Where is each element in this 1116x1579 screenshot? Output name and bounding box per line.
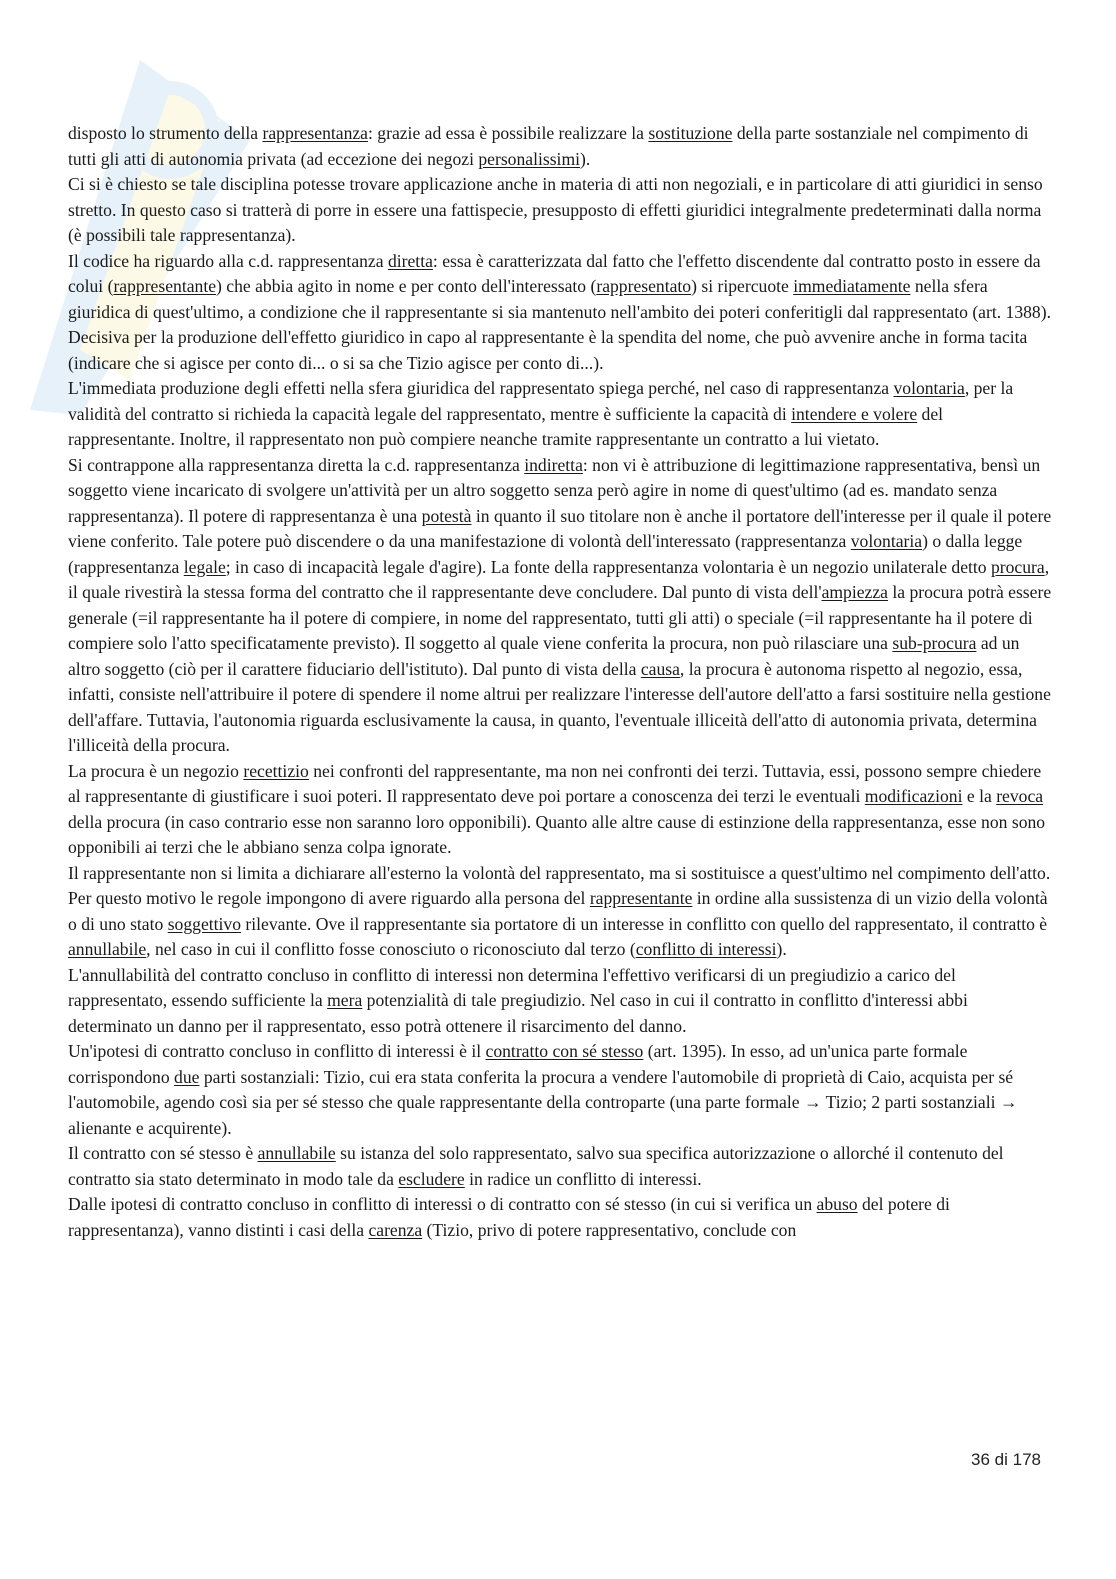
text-run: del rappresentante. Inoltre, il rappresentato non può compiere neanche tramite rappresentante un contratto a lui vietato. [68, 403, 944, 449]
text-run: in radice un conflitto di interessi. [464, 1168, 702, 1189]
text-run: : non vi è attribuzione di legittimazione rappresentativa, bensì un soggetto viene incaricato di svolgere un'attività per un altro soggetto senza però agire in nome di quest'ultimo (ad es. mandato senza rappresentanza). Il potere di rappresentanza è una [68, 454, 1041, 526]
text-run: su istanza del solo rappresentato, salvo sua specifica autorizzazione o allorché il contenuto del contratto sia stato determinato in modo tale da [68, 1143, 1004, 1189]
text-run: rilevante. Ove il rappresentante sia portatore di un interesse in conflitto con quello del rappresentato, il contratto è [241, 913, 1048, 934]
paragraph [68, 861, 1052, 963]
text-run: (art. 1395). In esso, ad un'unica parte formale corrispondono [68, 1041, 968, 1087]
text-run: nei confronti del rappresentante, ma non nei confronti dei terzi. Tuttavia, essi, possono sempre chiedere al rappresentante di giustificare i suoi poteri. Il rappresentato deve poi portare a conoscenza dei terzi le eventuali [68, 760, 1042, 806]
underlined-term: diretta [387, 250, 433, 271]
underlined-term: modificazioni [864, 786, 963, 806]
text-run: della procura (in caso contrario esse non saranno loro opponibili). Quanto alle altre cause di estinzione della rappresentanza, esse non sono opponibili ai terzi che le abbiano senza colpa ignorate. [68, 811, 1046, 857]
underlined-term: ampiezza [821, 582, 888, 602]
underlined-term: mera [327, 990, 363, 1010]
text-run: (Tizio, privo di potere rappresentativo, conclude con [422, 1219, 797, 1240]
underlined-term: causa [640, 658, 680, 679]
text-run: : essa è caratterizzata dal fatto che l'effetto discendente dal contratto posto in essere da colui ( [68, 250, 1041, 296]
underlined-term: revoca [996, 786, 1044, 806]
text-run: Il rappresentante non si limita a dichiarare all'esterno la volontà del rappresentato, ma si sostituisce a quest'ultimo nel compimento dell'atto. Per questo motivo le regole impongono di avere riguardo alla persona del [68, 862, 1051, 908]
underlined-term: recettizio [243, 760, 309, 781]
text-run: in quanto il suo titolare non è anche il portatore dell'interesse per il quale il potere viene conferito. Tale potere può discendere o da una manifestazione di volontà dell'interessato (rappresentanza [68, 505, 1052, 551]
text-run: , nel caso in cui il conflitto fosse conosciuto o riconosciuto dal terzo ( [146, 939, 636, 959]
text-run: Un'ipotesi di contratto concluso in conflitto di interessi è il [68, 1041, 486, 1061]
paragraph [68, 759, 1052, 861]
text-run: , il quale rivestirà la stessa forma del contratto che il rappresentante deve concludere. Dal punto di vista dell' [68, 556, 1050, 602]
text-run: ) si ripercuote [691, 276, 794, 296]
paragraph [68, 249, 1052, 377]
underlined-term: abuso [816, 1194, 858, 1214]
text-run: Dalle ipotesi di contratto concluso in conflitto di interessi o di contratto con sé stesso (in cui si verifica un [68, 1194, 817, 1214]
text-run: , per la validità del contratto si richieda la capacità legale del rappresentato, mentre è sufficiente la capacità di [68, 378, 1014, 424]
underlined-term: legale [183, 556, 226, 577]
underlined-term: soggettivo [167, 913, 242, 934]
text-run: parti sostanziali: Tizio, cui era stata conferita la procura a vendere l'automobile di proprietà di Caio, acquista per sé l'automobile, agendo così sia per sé stesso che quale rappresentante della controparte (una parte formale → Tizio; 2 parti sostanziali → alienante e acquirente). [68, 1066, 1018, 1138]
text-run: Il codice ha riguardo alla c.d. rappresentanza [68, 250, 388, 271]
text-run: ; in caso di incapacità legale d'agire). La fonte della rappresentanza volontaria è un negozio unilaterale detto [225, 556, 991, 577]
text-run: ). [580, 148, 591, 169]
paragraph [68, 121, 1052, 172]
paragraph [68, 453, 1052, 759]
text-run: e la [962, 786, 997, 806]
text-run: la procura potrà essere generale (=il rappresentante ha il potere di compiere, in nome del rappresentato, tutti gli atti) o speciale (=il rappresentante ha il potere di compiere solo l'atto specificatamente previsto). Il soggetto al quale viene conferita la procura, non può rilasciare una [68, 582, 1052, 653]
text-run: La procura è un negozio [68, 760, 244, 781]
text-run: della parte sostanziale nel compimento di tutti gli atti di autonomia privata (ad eccezione dei negozi [68, 123, 1029, 169]
underlined-term: contratto con sé stesso [485, 1041, 644, 1061]
underlined-term: rappresentante [589, 888, 693, 908]
underlined-term: sub-procura [892, 633, 977, 653]
underlined-term: rappresentante [113, 276, 217, 296]
underlined-term: potestà [421, 505, 472, 526]
underlined-term: personalissimi [478, 148, 581, 169]
document-body [68, 121, 1052, 1243]
text-run: ) o dalla legge (rappresentanza [68, 531, 1023, 577]
text-run: in ordine alla sussistenza di un vizio della volontà o di uno stato [68, 888, 1048, 934]
underlined-term: immediatamente [793, 276, 911, 296]
text-run: , la procura è autonoma rispetto al negozio, essa, infatti, consiste nell'attribuire il potere di spendere il nome altrui per realizzare l'interesse dell'autore dell'atto a farsi sostituire nella gestione dell'affare. Tuttavia, l'autonomia riguarda esclusivamente la causa, in quanto, l'eventuale illiceità dell'atto di autonomia privata, determina l'illiceità della procura. [68, 658, 1051, 755]
text-run: Il contratto con sé stesso è [68, 1143, 258, 1163]
underlined-term: intendere e volere [791, 403, 918, 424]
paragraph [68, 1039, 1052, 1141]
text-run: potenzialità di tale pregiudizio. Nel caso in cui il contratto in conflitto d'interessi abbi determinato un danno per il rappresentato, esso potrà ottenere il risarcimento del danno. [68, 990, 968, 1036]
underlined-term: escludere [398, 1168, 465, 1189]
underlined-term: rappresentato [596, 276, 692, 296]
underlined-term: indiretta [524, 454, 583, 475]
underlined-term: annullabile [68, 939, 147, 959]
text-run: Ci si è chiesto se tale disciplina potesse trovare applicazione anche in materia di atti non negoziali, e in particolare di atti giuridici in senso stretto. In questo caso si tratterà di porre in essere una fattispecie, presupposto di effetti giuridici integralmente predeterminati dalla norma (è possibili tale rappresentanza). [68, 174, 1043, 245]
underlined-term: procura [990, 556, 1045, 577]
paragraph [68, 376, 1052, 453]
text-run: del potere di rappresentanza), vanno distinti i casi della [68, 1194, 950, 1240]
text-run: L'annullabilità del contratto concluso in conflitto di interessi non determina l'effettivo verificarsi di un pregiudizio a carico del rappresentato, essendo sufficiente la [68, 964, 956, 1010]
underlined-term: due [174, 1066, 200, 1087]
page-number: 36 di 178 [971, 1450, 1041, 1469]
text-run: ). [776, 939, 787, 959]
text-run: ) che abbia agito in nome e per conto dell'interessato ( [216, 276, 597, 296]
text-run: ad un altro soggetto (ciò per il carattere fiduciario dell'istituto). Dal punto di vista della [68, 633, 1020, 679]
underlined-term: volontaria [893, 378, 965, 398]
text-run: L'immediata produzione degli effetti nella sfera giuridica del rappresentato spiega perché, nel caso di rappresentanza [68, 378, 894, 398]
paragraph [68, 1141, 1052, 1192]
underlined-term: conflitto di interessi [635, 939, 777, 959]
text-run: nella sfera giuridica di quest'ultimo, a condizione che il rappresentante si sia mantenuto nell'ambito dei poteri conferitigli dal rappresentato (art. 1388). Decisiva per la produzione dell'effetto giuridico in capo al rappresentante è la spendita del nome, che può avvenire anche in forma tacita (indicare che si agisce per conto di... o si sa che Tizio agisce per conto di...). [68, 276, 1051, 373]
text-run: disposto lo strumento della [68, 123, 263, 143]
paragraph [68, 1192, 1052, 1243]
paragraph [68, 172, 1052, 249]
paragraph [68, 963, 1052, 1040]
underlined-term: annullabile [257, 1143, 336, 1163]
text-run: : grazie ad essa è possibile realizzare la [368, 123, 649, 143]
underlined-term: sostituzione [648, 123, 733, 143]
underlined-term: volontaria [850, 531, 923, 551]
underlined-term: rappresentanza [262, 123, 368, 143]
underlined-term: carenza [368, 1219, 423, 1240]
text-run: Si contrappone alla rappresentanza diretta la c.d. rappresentanza [68, 454, 525, 475]
